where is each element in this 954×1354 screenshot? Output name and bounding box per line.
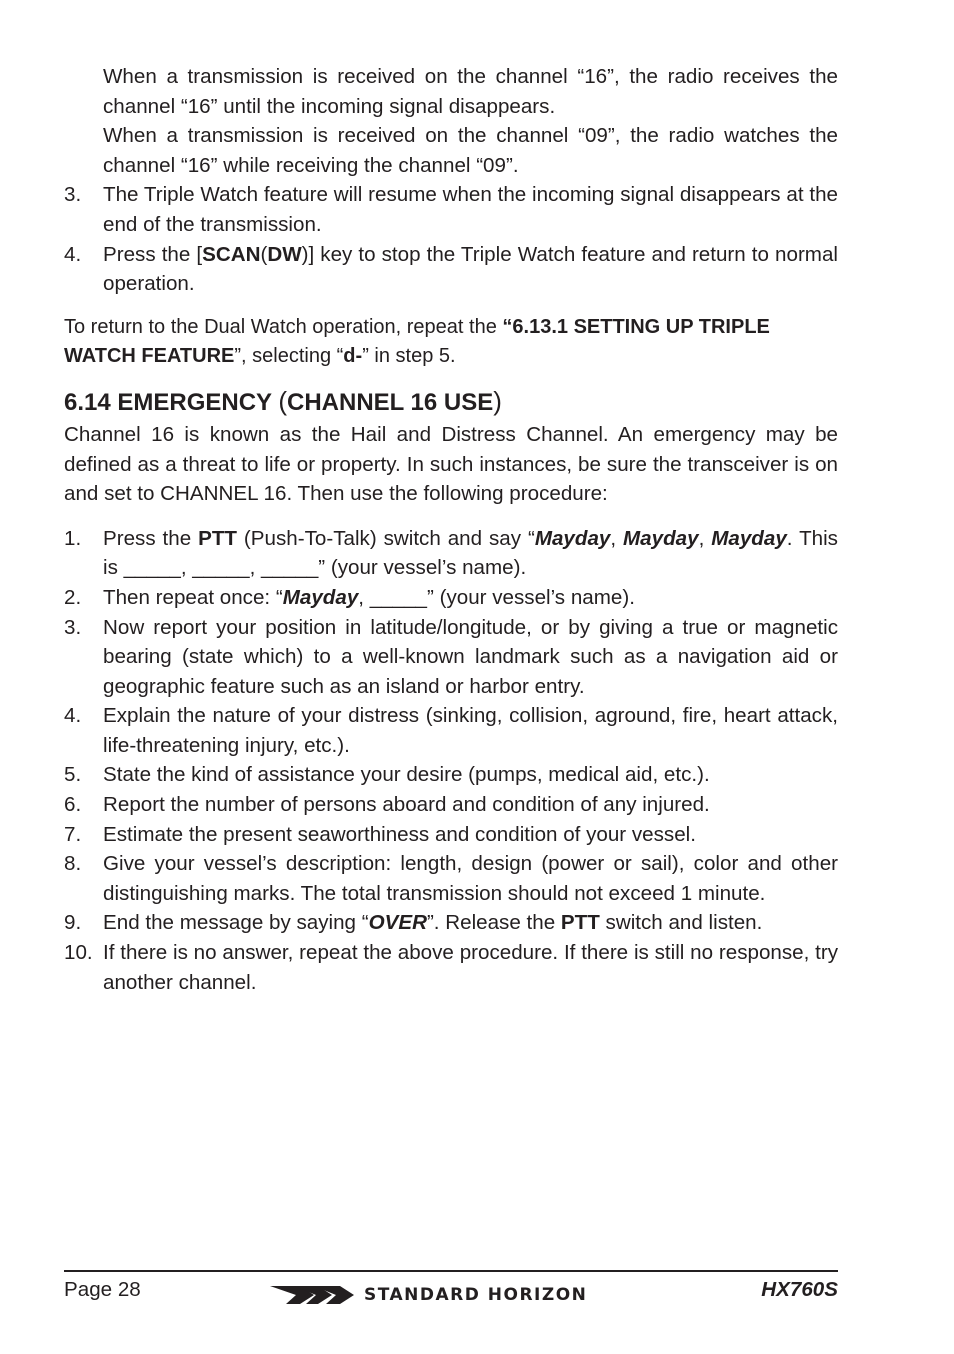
list-number: 4. [64,242,82,266]
intro-paragraph-1: When a transmission is received on the channel “16”, the radio receives the channel “16” until the incoming signal disappears. [103,65,838,118]
step-3: 3. Now report your position in latitude/longitude, or by giving a true or magnetic bearing (state which) to a well-known landmark such as a navigation aid or geographic feature such as an island or harbor entry. [64,615,838,698]
section-reference: “6.13.1 SETTING UP TRIPLE WATCH FEATURE [64,315,770,368]
brand-name: STANDARD HORIZON [364,1285,588,1305]
step-10: 10. If there is no answer, repeat the above procedure. If there is still no response, try another channel. [64,941,838,994]
list-text: The Triple Watch feature will resume when the incoming signal disappears at the end of the transmission. [103,183,838,236]
footer-divider [64,1270,838,1272]
step-2: 2. Then repeat once: “Mayday, _____” (your vessel’s name). [64,585,635,609]
step-8: 8. Give your vessel’s description: length, design (power or sail), color and other distinguishing marks. The total transmission should not exceed 1 minute. [64,852,838,905]
list-text: Press the [SCAN(DW)] key to stop the Triple Watch feature and return to normal operation. [103,242,838,296]
section-intro: Channel 16 is known as the Hail and Distress Channel. An emergency may be defined as a threat to life or property. In such instances, be sure the transceiver is on and set to CHANNEL 16. Then use the following procedure: [64,422,838,506]
step-6: 6. Report the number of persons aboard and condition of any injured. [64,793,710,817]
step-9: 9. End the message by saying “OVER”. Release the PTT switch and listen. [64,911,763,935]
scan-key-label: SCAN [202,242,261,266]
model-name: HX760S [761,1278,838,1301]
manual-page [64,62,838,997]
intro-paragraph-2: When a transmission is received on the channel “09”, the radio watches the channel “16” while receiving the channel “09”. [103,124,838,177]
brand-logo [270,1282,587,1308]
return-note: To return to the Dual Watch operation, repeat the “6.13.1 SETTING UP TRIPLE WATCH FEATURE”, selecting “d-” in step 5. [64,315,770,368]
list-number: 3. [64,183,82,207]
step-7: 7. Estimate the present seaworthiness and condition of your vessel. [64,822,696,846]
intro-list-item-4 [64,240,838,299]
dw-key-label: DW [267,242,302,266]
intro-list-item-3 [64,180,838,239]
display-symbol: d- [343,345,363,368]
step-1: 1. Press the PTT (Push-To-Talk) switch and say “Mayday, Mayday, Mayday. This is _____, _____, _____” (your vessel’s name). [64,526,838,580]
page-number: Page 28 [64,1278,141,1301]
step-4: 4. Explain the nature of your distress (sinking, collision, aground, fire, heart attack, life-threatening injury, etc.). [64,704,838,757]
section-heading: 6.14 EMERGENCY (CHANNEL 16 USE) [64,385,502,416]
step-5: 5. State the kind of assistance your desire (pumps, medical aid, etc.). [64,763,710,787]
standard-horizon-logo-icon [270,1283,356,1307]
